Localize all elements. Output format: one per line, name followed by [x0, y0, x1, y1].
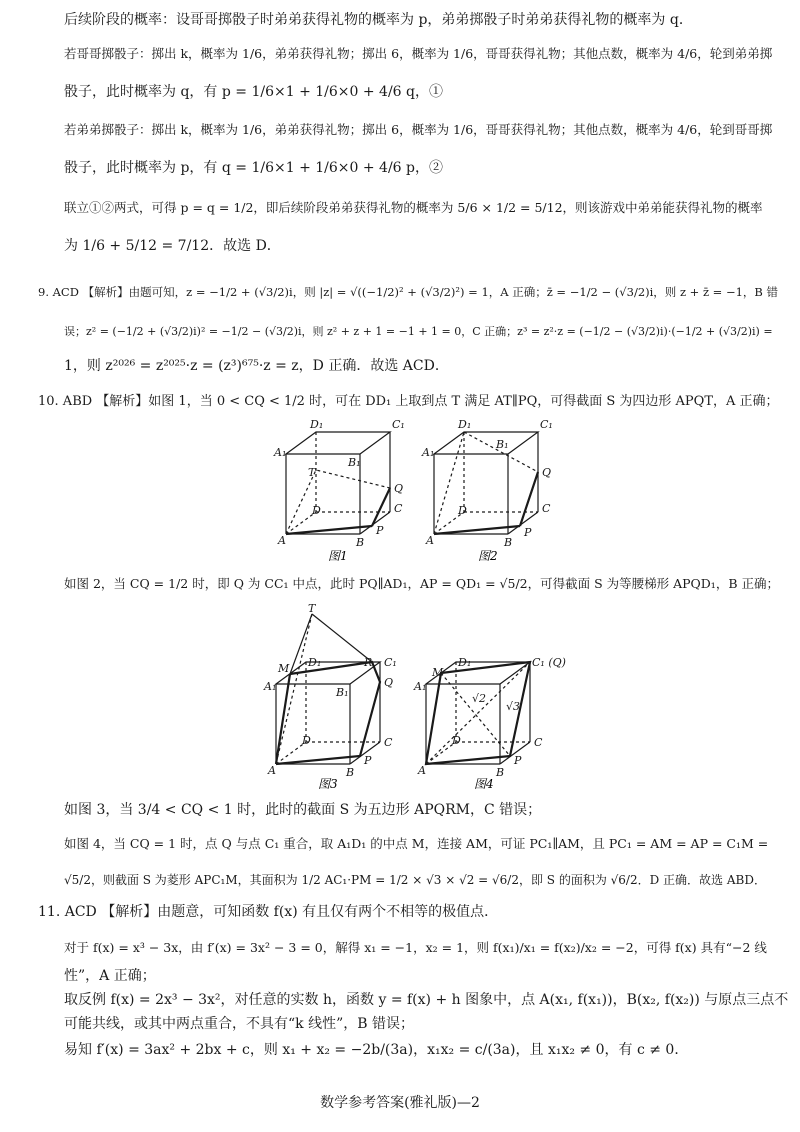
label-P: P — [376, 524, 384, 537]
label-D: D — [452, 734, 461, 747]
text-line: 如图 2，当 CQ = 1/2 时，即 Q 为 CC₁ 中点，此时 PQ∥AD₁，AP = QD₁ = √5/2，可得截面 S 为等腰梯形 APQD₁，B 正确； — [64, 576, 779, 591]
text-line: 取反例 f(x) = 2x³ − 3x²，对任意的实数 h，函数 y = f(x) + h 图象中，点 A(x₁, f(x₁))，B(x₂, f(x₂)) 与原点三点不 — [64, 992, 789, 1008]
problem-9-line: 9. ACD 【解析】由题可知，z = −1/2 + (√3/2)i，则 |z| = √((−1/2)² + (√3/2)²) = 1，A 正确；z̄ = −1/2 − (√3/2)i，则 z + z̄ = −1，B 错 — [38, 285, 779, 299]
label-M: M — [432, 666, 444, 679]
label-B: B — [496, 766, 505, 779]
label-B: B — [346, 766, 355, 779]
text-line: 对于 f(x) = x³ − 3x，由 f′(x) = 3x² − 3 = 0，解得 x₁ = −1，x₂ = 1，则 f(x₁)/x₁ = f(x₂)/x₂ = −2，可得 f(x) 具有“−2 线 — [64, 940, 767, 955]
label-D: D — [302, 734, 311, 747]
text-line: 为 1/6 + 5/12 = 7/12．故选 D． — [64, 238, 281, 254]
text-line: 如图 4，当 CQ = 1 时，点 Q 与点 C₁ 重合，取 A₁D₁ 的中点 M，连接 AM，可证 PC₁∥AM，且 PC₁ = AM = AP = C₁M = — [64, 836, 769, 851]
label-Q: Q — [384, 676, 394, 689]
text-line: 后续阶段的概率：设哥哥掷骰子时弟弟获得礼物的概率为 p，弟弟掷骰子时弟弟获得礼物的概率为 q． — [64, 12, 693, 28]
label-B: B — [356, 536, 365, 549]
problem-11-line: 11. ACD 【解析】由题意，可知函数 f(x) 有且仅有两个不相等的极值点． — [38, 904, 499, 920]
text-line: 1，则 z²⁰²⁶ = z²⁰²⁵·z = (z³)⁶⁷⁵·z = z，D 正确．故选 ACD． — [64, 358, 449, 374]
label-P: P — [364, 754, 372, 767]
label-T: T — [308, 602, 316, 615]
label-A: A — [426, 534, 434, 547]
label-R: R — [364, 656, 373, 669]
label-C1: C₁ — [540, 418, 553, 431]
figure-3-diagram — [276, 614, 380, 764]
text-line: 联立①②两式，可得 p = q = 1/2，即后续阶段弟弟获得礼物的概率为 5/6 × 1/2 = 5/12，则该游戏中弟弟能获得礼物的概率 — [64, 200, 763, 215]
label-M: M — [278, 662, 290, 675]
label-P: P — [524, 526, 532, 539]
label-B: B — [504, 536, 513, 549]
label-C: C — [394, 502, 403, 515]
label-C: C — [534, 736, 543, 749]
label-Q: Q — [394, 482, 404, 495]
text-line: 性”，A 正确； — [64, 968, 156, 984]
label-C1-Q: C₁ (Q) — [532, 656, 566, 669]
cube-figures-1-2 — [264, 414, 574, 564]
figure-1-diagram — [286, 432, 390, 534]
label-D1: D₁ — [458, 656, 472, 669]
label-A: A — [418, 764, 426, 777]
figure-2-caption: 图2 — [478, 549, 498, 563]
label-B1: B₁ — [336, 686, 349, 699]
label-C: C — [542, 502, 551, 515]
label-B1: B₁ — [348, 456, 361, 469]
page-footer: 数学参考答案(雅礼版)—2 — [320, 1095, 480, 1111]
label-A1: A₁ — [274, 446, 287, 459]
figure-1-caption: 图1 — [328, 549, 348, 563]
label-T: T — [308, 466, 316, 479]
label-C: C — [384, 736, 393, 749]
label-D1: D₁ — [458, 418, 472, 431]
label-D: D — [458, 504, 467, 517]
text-line: 若哥哥掷骰子：掷出 k，概率为 1/6，弟弟获得礼物；掷出 6，概率为 1/6，哥哥获得礼物；其他点数，概率为 4/6，轮到弟弟掷 — [64, 46, 773, 61]
text-line: √5/2，则截面 S 为菱形 APC₁M，其面积为 1/2 AC₁·PM = 1/2 × √3 × √2 = √6/2，即 S 的面积为 √6/2．D 正确．故选 ABD． — [64, 873, 766, 887]
label-D: D — [312, 504, 321, 517]
label-B1: B₁ — [496, 438, 509, 451]
figure-2-diagram — [434, 432, 538, 534]
text-line: 可能共线，或其中两点重合，不具有“k 线性”，B 错误； — [64, 1016, 414, 1032]
label-D1: D₁ — [308, 656, 322, 669]
label-sqrt2: √2 — [472, 692, 487, 705]
figure-4-caption: 图4 — [474, 777, 494, 791]
label-sqrt3: √3 — [506, 700, 521, 713]
text-line: 如图 3，当 3/4 < CQ < 1 时，此时的截面 S 为五边形 APQRM，C 错误； — [64, 802, 542, 818]
label-A1: A₁ — [414, 680, 427, 693]
label-C1: C₁ — [392, 418, 405, 431]
cube-figures-3-4 — [250, 602, 566, 791]
text-line: 易知 f′(x) = 3ax² + 2bx + c，则 x₁ + x₂ = −2b/(3a)，x₁x₂ = c/(3a)，且 x₁x₂ ≠ 0，有 c ≠ 0． — [64, 1042, 689, 1058]
label-A: A — [268, 764, 276, 777]
label-Q: Q — [542, 466, 552, 479]
figure-3-caption: 图3 — [318, 777, 338, 791]
label-P: P — [514, 754, 522, 767]
label-A: A — [278, 534, 286, 547]
text-line: 骰子，此时概率为 q，有 p = 1/6×1 + 1/6×0 + 4/6 q，① — [64, 84, 443, 100]
text-line: 误；z² = (−1/2 + (√3/2)i)² = −1/2 − (√3/2)i，则 z² + z + 1 = −1 + 1 = 0，C 正确；z³ = z²·z = (−1/2 − (√3/2)i)·(−1/2 + (√3/2)i) = — [64, 325, 773, 338]
text-line: 若弟弟掷骰子：掷出 k，概率为 1/6，弟弟获得礼物；掷出 6，概率为 1/6，哥哥获得礼物；其他点数，概率为 4/6，轮到哥哥掷 — [64, 122, 773, 137]
label-C1: C₁ — [384, 656, 397, 669]
text-line: 骰子，此时概率为 p，有 q = 1/6×1 + 1/6×0 + 4/6 p，② — [64, 160, 443, 176]
label-D1: D₁ — [310, 418, 324, 431]
label-A1: A₁ — [422, 446, 435, 459]
label-A1: A₁ — [264, 680, 277, 693]
problem-10-line: 10. ABD 【解析】如图 1，当 0 < CQ < 1/2 时，可在 DD₁ 上取到点 T 满足 AT∥PQ，可得截面 S 为四边形 APQT，A 正确； — [38, 394, 779, 409]
